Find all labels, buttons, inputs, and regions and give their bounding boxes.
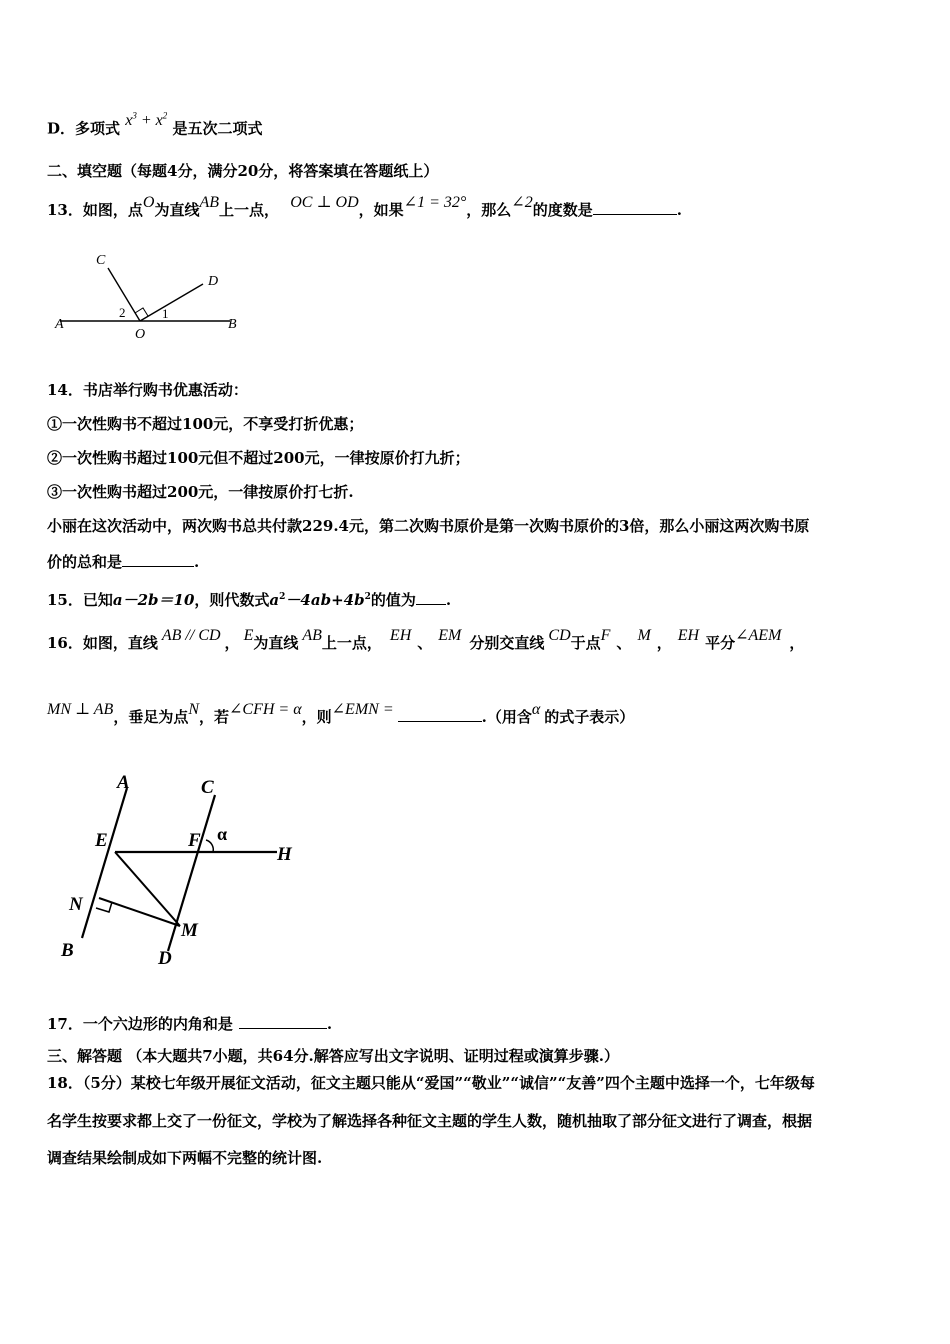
label-h: H xyxy=(277,844,292,865)
label-alpha: α xyxy=(217,824,228,844)
label-d: D xyxy=(158,948,172,969)
section2-title: 二、填空题（每题4分，满分20分，将答案填在答题纸上） xyxy=(47,162,439,180)
q13-text: 13．如图，点O为直线AB上一点， OC ⊥ OD，如果∠1 = 32°，那么∠2的度数是 . xyxy=(47,194,682,219)
label-n: N xyxy=(69,894,83,915)
label-e: E xyxy=(95,830,108,851)
q12d-suffix: 是五次二项式 xyxy=(172,119,263,138)
label-d: D xyxy=(208,274,219,289)
label-m: M xyxy=(181,920,198,941)
q15-text: 15．已知a－2b＝10，则代数式$a^2-4ab+4b^2$的值为 . xyxy=(47,591,452,609)
q12d-label: D．多项式 xyxy=(47,119,121,138)
q14-text-2: 价的总和是 . xyxy=(47,553,200,571)
label-c: C xyxy=(201,777,214,798)
ray-od xyxy=(140,284,203,321)
alpha-arc xyxy=(206,840,213,852)
label-b: B xyxy=(61,940,74,961)
q14-rule-1: ①一次性购书不超过100元，不享受打折优惠； xyxy=(47,415,364,433)
q16-text-2: MN ⊥ AB，垂足为点N，若∠CFH = α，则∠EMN = .（用含α 的式子表示） xyxy=(47,701,635,726)
q17-text: 17．一个六边形的内角和是 . xyxy=(47,1015,333,1033)
label-a: A xyxy=(55,317,64,332)
q13-perp: OC ⊥ OD xyxy=(290,194,359,211)
section3-title: 三、解答题 （本大题共7小题，共64分.解答应写出文字说明、证明过程或演算步骤.） xyxy=(47,1047,619,1065)
q17-answer-blank[interactable] xyxy=(239,1014,327,1029)
q12-option-d xyxy=(47,111,263,139)
label-c: C xyxy=(96,253,106,268)
line-ab xyxy=(82,788,127,938)
q14-rule-3: ③一次性购书超过200元，一律按原价打七折. xyxy=(47,483,354,501)
label-b: B xyxy=(228,317,237,332)
q13-figure xyxy=(50,248,250,343)
q16-text-1: 16．如图，直线 AB // CD ， E为直线 AB上一点， EH 、 EM 分别交直线 CD于点F 、 M ， EH 平分∠AEM ， xyxy=(47,627,805,652)
q15-condition: a－2b＝10 xyxy=(112,591,195,609)
right-angle-mark xyxy=(96,902,112,912)
q18-line-1: 18．（5分）某校七年级开展征文活动，征文主题只能从“爱国”“敬业”“诚信”“友善”四个主题中选择一个，七年级每 xyxy=(47,1074,815,1092)
label-o: O xyxy=(135,327,146,342)
label-a: A xyxy=(117,772,130,793)
q16-answer-blank[interactable] xyxy=(398,707,482,722)
label-f: F xyxy=(188,830,201,851)
q13-angle1: ∠1 = 32° xyxy=(403,194,467,211)
q14-title: 14．书店举行购书优惠活动： xyxy=(47,381,248,399)
q14-text-1: 小丽在这次活动中，两次购书总共付款229.4元，第二次购书原价是第一次购书原价的3倍，那么小丽这两次购书原 xyxy=(47,517,810,535)
q13-answer-blank[interactable] xyxy=(593,200,677,215)
q18-line-2: 名学生按要求都上交了一份征文，学校为了解选择各种征文主题的学生人数，随机抽取了部分征文进行了调查，根据 xyxy=(47,1112,813,1130)
q18-line-3: 调查结果绘制成如下两幅不完整的统计图. xyxy=(47,1149,323,1167)
q16-figure xyxy=(55,768,315,973)
label-2: 2 xyxy=(119,305,126,320)
q13-point-o: O xyxy=(142,194,155,211)
q14-answer-blank[interactable] xyxy=(122,552,194,567)
q15-answer-blank[interactable] xyxy=(416,590,446,605)
label-1: 1 xyxy=(162,306,169,321)
q12d-expression: $x^3 + x^2$ xyxy=(125,111,168,130)
q14-rule-2: ②一次性购书超过100元但不超过200元，一律按原价打九折； xyxy=(47,449,470,467)
